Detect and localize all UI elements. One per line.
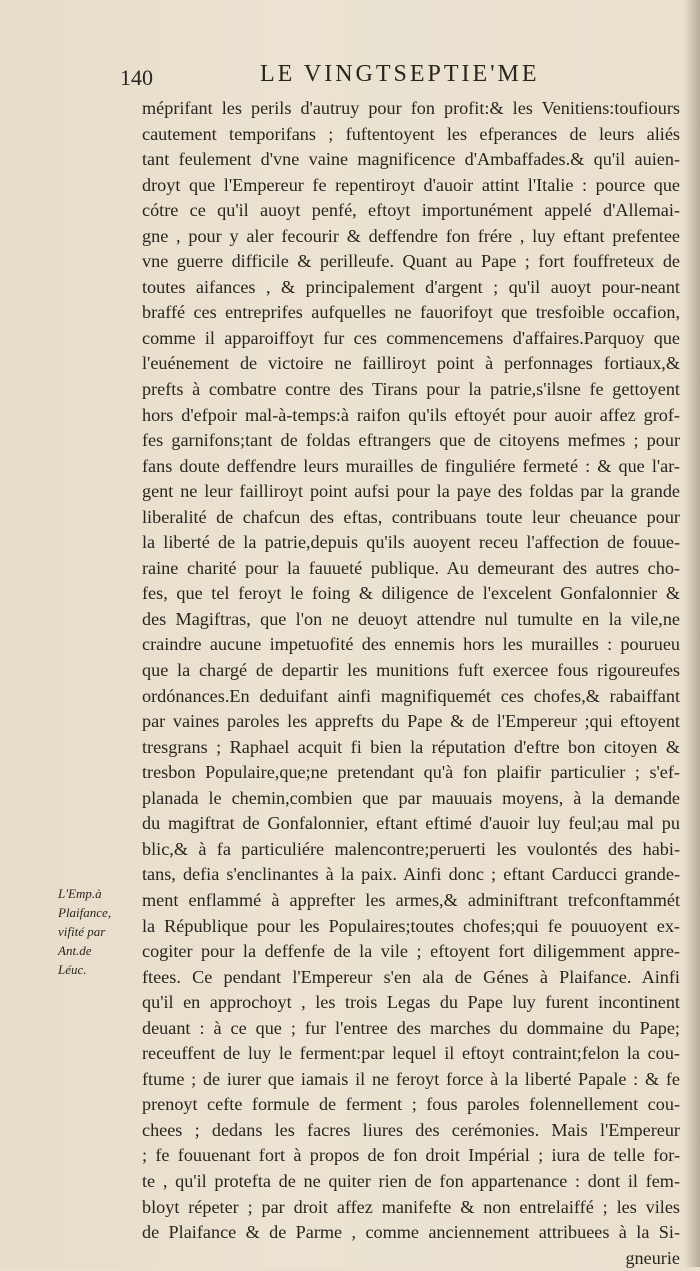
text-line: bloyt répeter ; par droit affez manifefte & non entrelaiffé ; les viles — [142, 1196, 680, 1217]
text-line: ordónances.En deduifant ainfi magnifiquemét ces chofes,& rabaiffant — [142, 685, 680, 706]
text-line: prefts à combatre contre des Tirans pour la patrie,s'ilsne fe gettoyent — [142, 379, 680, 400]
text-line: gent ne leur failliroyt point aufsi pour la paye des foldas par la grande — [142, 481, 680, 502]
text-line: blic,& à fa particuliére malencontre;peruerti les voulontés des habi- — [142, 838, 680, 859]
text-line: cautement temporifans ; fuftentoyent les efperances de leurs aliés — [142, 123, 680, 144]
text-line: deuant : à ce que ; fur l'entree des marches du dommaine du Pape; — [142, 1017, 680, 1038]
text-line: comme il apparoiffoyt fur ces commencemens d'affaires.Parquoy que — [142, 327, 680, 348]
page-number: 140 — [120, 65, 153, 90]
body-text — [142, 96, 680, 1271]
text-line: la liberté de la patrie,depuis qu'ils auoyent receu l'affection de fouue- — [142, 532, 680, 553]
text-line: fans doute deffendre leurs murailles de finguliére fermeté : & que l'ar- — [142, 455, 680, 476]
text-line: raine charité pour la fauueté publique. Au demeurant des autres cho- — [142, 557, 680, 578]
text-line: par vaines paroles les apprefts du Pape & de l'Empereur ;qui eftoyent — [142, 711, 680, 732]
text-line: droyt que l'Empereur fe repentiroyt d'auoir attint l'Italie : pource que — [142, 174, 680, 195]
text-line: l'euénement de victoire ne failliroyt point à perfonnages fortiaux,& — [142, 353, 680, 374]
margin-note-line: vifité par — [58, 924, 106, 939]
text-line: gne , pour y aler fecourir & deffendre fon frére , luy eftant prefentee — [142, 225, 680, 246]
text-line: gneurie — [625, 1247, 680, 1268]
text-line: qu'il en approchoyt , les trois Legas du Pape luy furent incontinent — [142, 992, 680, 1013]
margin-note — [58, 884, 138, 979]
text-line: prenoyt cefte formule de ferment ; fous paroles folennellement cou- — [142, 1094, 680, 1115]
page-gutter-shadow — [684, 0, 700, 1267]
text-line: toutes aifances , & principalement d'argent ; qu'il auoyt pour-neant — [142, 276, 680, 297]
page-header — [120, 57, 680, 93]
text-line: tans, defia s'enclinantes à la paix. Ainfi donc ; eftant Carducci grande- — [142, 864, 680, 885]
running-title: LE VINGTSEPTIE'ME — [260, 61, 540, 87]
text-line: hors d'efpoir mal-à-temps:à raifon qu'ils eftoyét pour auoir affez grof- — [142, 404, 680, 425]
margin-note-line: Ant.de — [58, 943, 92, 958]
text-line: planada le chemin,combien que par mauuais moyens, à la demande — [142, 787, 680, 808]
text-line: que la chargé de departir les munitions fuft exercee fous rigoureufes — [142, 660, 680, 681]
text-line: de Plaifance & de Parme , comme anciennement attribuees à la Si- — [142, 1222, 680, 1243]
text-line: tresgrans ; Raphael acquit fi bien la réputation d'eftre bon citoyen & — [142, 736, 680, 757]
text-line: ftume ; de iurer que iamais il ne feroyt force à la liberté Papale : & fe — [142, 1068, 680, 1089]
text-line: cótre ce qu'il auoyt penfé, eftoyt importunément appelé d'Allemai- — [142, 200, 680, 221]
text-line: liberalité de chafcun des eftas, contribuans toute leur cheuance pour — [142, 506, 680, 527]
text-line: méprifant les perils d'autruy pour fon profit:& les Venitiens:toufiours — [142, 98, 680, 118]
text-line: tant feulement d'vne vaine magnificence d'Ambaffades.& qu'il auien- — [142, 149, 680, 170]
text-line: ftees. Ce pendant l'Empereur s'en ala de Génes à Plaifance. Ainfi — [142, 966, 680, 987]
text-line: chees ; dedans les facres liures des cerémonies. Mais l'Empereur — [142, 1119, 680, 1140]
text-line: ment enflammé à apprefter les armes,& adminiftrant trefconftammét — [142, 889, 680, 910]
text-line: des Magiftras, que l'on ne deuoyt attendre nul tumulte en la vile,ne — [142, 608, 680, 629]
text-line: ; fe fouuenant fort à propos de fon droit Impérial ; iura de telle for- — [142, 1145, 680, 1166]
text-line: te , qu'il protefta de ne quiter rien de fon appartenance : dont il fem- — [142, 1170, 680, 1191]
text-line: vne guerre difficile & perilleufe. Quant au Pape ; fort fouffreteux de — [142, 251, 680, 272]
text-line: craindre aucune impetuofité des ennemis hors les murailles : pourueu — [142, 634, 680, 655]
text-line: receuffent de luy le ferment:par lequel il eftoyt contraint;felon la cou- — [142, 1043, 680, 1064]
margin-note-line: L'Emp.à — [58, 886, 102, 901]
text-line: fes garnifons;tant de foldas eftrangers que de citoyens mefmes ; pour — [142, 430, 680, 451]
text-line: braffé ces entreprifes aufquelles ne fauorifoyt que tresfoible occafion, — [142, 302, 680, 323]
text-line: cogiter pour la deffenfe de la vile ; eftoyent fort diligemment appre- — [142, 941, 680, 962]
text-line: la République pour les Populaires;toutes chofes;qui fe pouuoyent ex- — [142, 915, 680, 936]
text-line: du magiftrat de Gonfalonnier, eftant eftimé d'auoir luy feul;au mal pu — [142, 813, 680, 834]
margin-note-line: Léuc. — [58, 962, 87, 977]
margin-note-line: Plaifance, — [58, 905, 112, 920]
text-line: fes, que tel feroyt le foing & diligence de l'excelent Gonfalonnier & — [142, 583, 680, 604]
text-line: tresbon Populaire,que;ne pretendant qu'à fon plaifir particulier ; s'ef- — [142, 762, 680, 783]
